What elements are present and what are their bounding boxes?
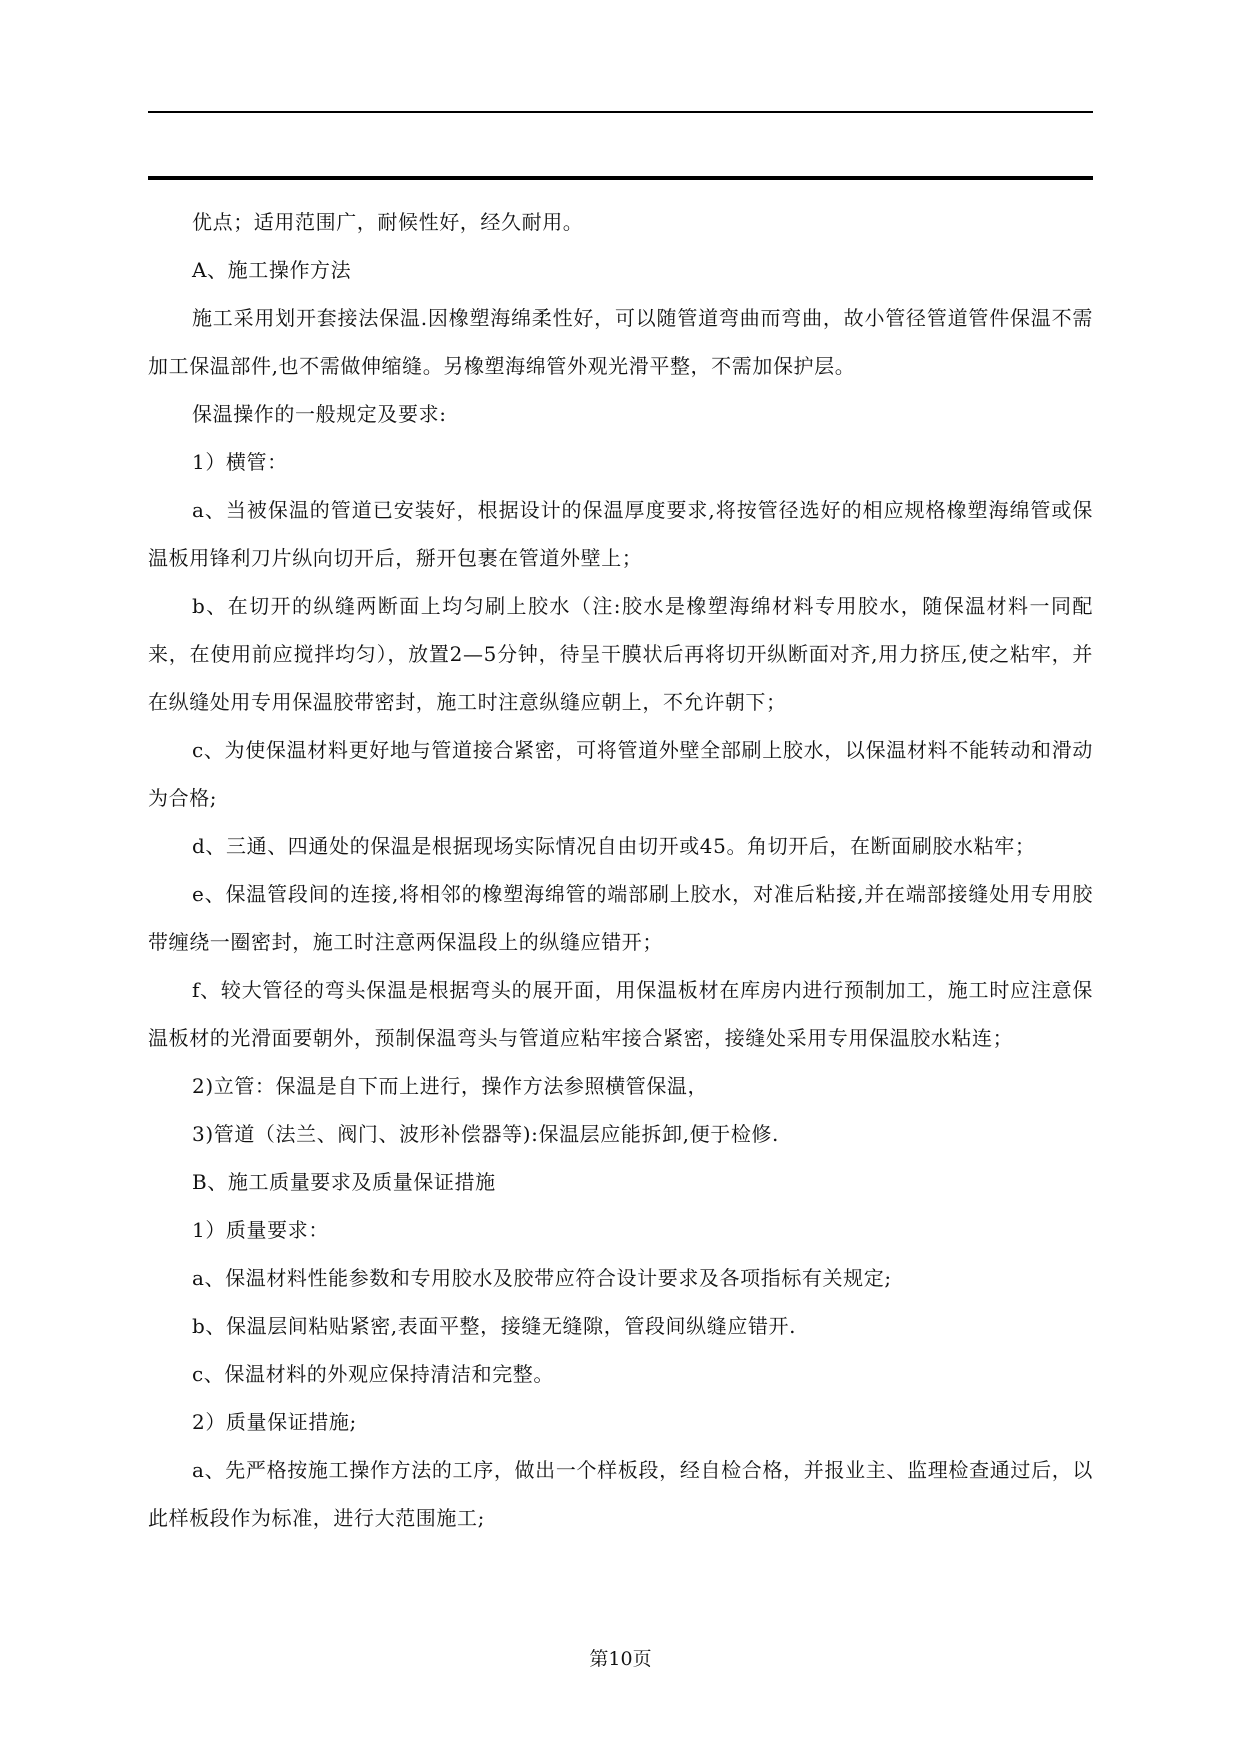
page-number: 第10页: [589, 1648, 652, 1670]
header-rule-top: [148, 111, 1093, 113]
paragraph-advantages: 优点；适用范围广，耐候性好，经久耐用。: [192, 210, 584, 234]
subheading-quality-requirements: 1）质量要求：: [192, 1218, 329, 1242]
paragraph-method: 施工采用划开套接法保温.因橡塑海绵柔性好，可以随管道弯曲而弯曲，故小管径管道管件保温不需加工保温部件,也不需做伸缩缝。另橡塑海绵管外观光滑平整，不需加保护层。: [148, 306, 1093, 378]
list-item-f: f、较大管径的弯头保温是根据弯头的展开面，用保温板材在库房内进行预制加工，施工时应注意保温板材的光滑面要朝外，预制保温弯头与管道应粘牢接合紧密，接缝处采用专用保温胶水粘连；: [148, 978, 1093, 1050]
header-rule-bottom: [148, 176, 1093, 180]
document-body: [148, 198, 1093, 1542]
list-item-a: a、当被保温的管道已安装好，根据设计的保温厚度要求,将按管径选好的相应规格橡塑海绵管或保温板用锋利刀片纵向切开后，掰开包裹在管道外壁上；: [148, 498, 1093, 570]
list-item-e: e、保温管段间的连接,将相邻的橡塑海绵管的端部刷上胶水，对准后粘接,并在端部接缝处用专用胶带缠绕一圈密封，施工时注意两保温段上的纵缝应错开；: [148, 882, 1093, 954]
section-heading-b: B、施工质量要求及质量保证措施: [192, 1170, 496, 1194]
quality-item-c: c、保温材料的外观应保持清洁和完整。: [192, 1362, 555, 1386]
quality-item-a: a、保温材料性能参数和专用胶水及胶带应符合设计要求及各项指标有关规定;: [192, 1266, 892, 1290]
list-item-c: c、为使保温材料更好地与管道接合紧密，可将管道外壁全部刷上胶水，以保温材料不能转动和滑动为合格;: [148, 738, 1093, 810]
subheading-pipe-fittings: 3)管道（法兰、阀门、波形补偿器等):保温层应能拆卸,便于检修.: [192, 1122, 779, 1146]
subheading-quality-measures: 2）质量保证措施;: [192, 1410, 357, 1434]
section-heading-a: A、施工操作方法: [192, 258, 352, 282]
list-item-b: b、在切开的纵缝两断面上均匀刷上胶水（注:胶水是橡塑海绵材料专用胶水，随保温材料一同配来，在使用前应搅拌均匀），放置2—5分钟，待呈干膜状后再将切开纵断面对齐,用力挤压,使之粘牢，并在纵缝处用专用保温胶带密封，施工时注意纵缝应朝上，不允许朝下；: [148, 594, 1093, 714]
quality-item-b: b、保温层间粘贴紧密,表面平整，接缝无缝隙，管段间纵缝应错开.: [192, 1314, 797, 1338]
paragraph-general-rules: 保温操作的一般规定及要求:: [192, 402, 447, 426]
measure-item-a: a、先严格按施工操作方法的工序，做出一个样板段，经自检合格，并报业主、监理检查通过后，以此样板段作为标准，进行大范围施工;: [148, 1458, 1093, 1530]
subheading-horizontal-pipe: 1）横管：: [192, 450, 288, 474]
list-item-d: d、三通、四通处的保温是根据现场实际情况自由切开或45。角切开后，在断面刷胶水粘牢；: [192, 834, 1036, 858]
subheading-vertical-pipe: 2)立管：保温是自下而上进行，操作方法参照横管保温，: [192, 1074, 709, 1098]
